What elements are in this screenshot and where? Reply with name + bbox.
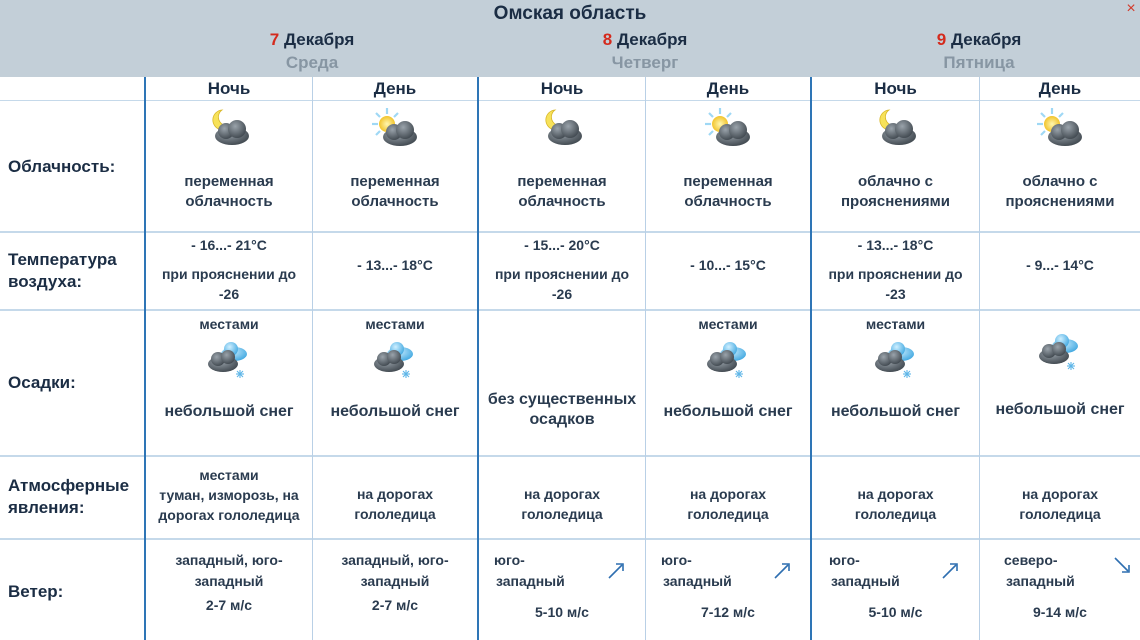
day-month: Декабря: [283, 30, 355, 49]
atmospheric-line: гололедица: [354, 506, 436, 522]
temperature-note: при прояснении до: [494, 266, 630, 282]
region-title: Омская область: [493, 3, 647, 24]
day-number: 7: [269, 30, 280, 49]
day-month: Декабря: [616, 30, 688, 49]
day-month: Декабря: [950, 30, 1022, 49]
atmospheric-line: на дорогах: [857, 486, 934, 502]
cloudiness-line: облачность: [185, 193, 273, 210]
wind-direction: западный: [194, 573, 264, 589]
wind-direction: западный, юго-: [175, 552, 283, 568]
cloudiness-line: облачность: [684, 193, 772, 210]
period-label: День: [706, 79, 750, 98]
wind-speed: 9-14 м/с: [1033, 604, 1087, 620]
wind-direction: юго-: [829, 552, 860, 568]
cloudiness-line: прояснениями: [1005, 193, 1115, 210]
precipitation-text: без существенных: [487, 391, 637, 408]
atmospheric-line: гололедица: [687, 506, 769, 522]
wind-direction: северо-: [1004, 552, 1058, 568]
wind-speed: 2-7 м/с: [371, 597, 419, 613]
precipitation-cell: [980, 330, 1140, 420]
atmospheric-cell: [646, 484, 810, 524]
moon-cloud-icon: [871, 106, 921, 150]
moon-cloud-icon: [204, 106, 254, 150]
cloudiness-cell: [812, 106, 979, 212]
cloudiness-line: переменная: [350, 173, 440, 190]
precipitation-cell: [313, 314, 477, 422]
label-line: воздуха:: [8, 272, 83, 291]
arrow-northeast-icon: [772, 561, 792, 581]
period-label: Ночь: [207, 79, 251, 98]
label-line: Атмосферные: [8, 476, 130, 495]
temperature-range: - 16...- 21°C: [191, 237, 267, 253]
wind-direction: западный: [663, 573, 732, 589]
wind-direction: западный: [831, 573, 900, 589]
temperature-range: - 9...- 14°C: [1026, 257, 1094, 273]
precipitation-text: небольшой снег: [995, 401, 1125, 418]
precipitation-text: небольшой снег: [330, 403, 460, 420]
label-line: явления:: [8, 498, 85, 517]
sun-cloud-icon: [1035, 106, 1085, 150]
period-label: Ночь: [874, 79, 917, 98]
precipitation-qualifier: местами: [365, 316, 425, 332]
wind-direction: западный: [1006, 573, 1075, 589]
row-label-cloudiness: Облачность:: [8, 157, 116, 176]
wind-cell: [146, 550, 312, 616]
snow-cloud-icon: [703, 338, 753, 382]
temperature-note: при прояснении до: [828, 266, 963, 282]
cloudiness-line: облачность: [518, 193, 606, 210]
wind-speed: 2-7 м/с: [205, 597, 253, 613]
precipitation-qualifier: местами: [865, 316, 926, 332]
atmospheric-cell: [313, 484, 477, 524]
wind-direction: западный: [360, 573, 430, 589]
cloudiness-cell: [479, 106, 645, 212]
day-number: 8: [602, 30, 613, 49]
precipitation-cell: [812, 314, 979, 422]
precipitation-cell: [646, 314, 810, 422]
cloudiness-cell: [980, 106, 1140, 212]
temperature-cell: [313, 255, 477, 275]
precipitation-text: небольшой снег: [830, 403, 961, 420]
cloudiness-line: переменная: [683, 173, 773, 190]
precipitation-text: небольшой снег: [164, 403, 294, 420]
row-label-temperature: [8, 249, 146, 293]
wind-direction-block: [1004, 550, 1114, 592]
cloudiness-line: прояснениями: [840, 193, 951, 210]
cloudiness-line: переменная: [184, 173, 274, 190]
wind-direction-block: [661, 550, 771, 592]
moon-cloud-icon: [537, 106, 587, 150]
cloudiness-cell: [646, 106, 810, 212]
row-label-precipitation: Осадки:: [8, 373, 76, 392]
temperature-cell: [479, 235, 645, 304]
snow-cloud-icon: [204, 338, 254, 382]
snow-cloud-icon: [370, 338, 420, 382]
row-label-atmospheric: [8, 475, 146, 519]
atmospheric-line: туман, изморозь, на: [159, 487, 299, 503]
period-label: День: [1038, 79, 1082, 98]
temperature-note: -26: [551, 286, 573, 302]
atmospheric-line: гололедица: [521, 506, 603, 522]
cloudiness-line: облачно с: [858, 173, 933, 190]
wind-speed: 5-10 м/с: [535, 604, 589, 620]
wind-cell: [313, 550, 477, 616]
wind-direction: западный, юго-: [341, 552, 449, 568]
atmospheric-line: на дорогах: [356, 486, 434, 502]
arrow-southeast-icon: [1112, 555, 1132, 575]
day-header-1: [145, 29, 479, 75]
temperature-cell: [980, 255, 1140, 275]
atmospheric-cell: [980, 484, 1140, 524]
day-header-3: [812, 29, 1140, 75]
atmospheric-line: дорогах гололедица: [158, 507, 300, 523]
temperature-cell: [646, 255, 810, 275]
temperature-range: - 13...- 18°C: [357, 257, 433, 273]
label-line: Температура: [8, 250, 117, 269]
close-icon[interactable]: ×: [1126, 0, 1136, 17]
day-number: 9: [936, 30, 947, 49]
atmospheric-line: гололедица: [854, 506, 937, 522]
atmospheric-line: гололедица: [1019, 506, 1101, 522]
wind-direction: юго-: [661, 552, 692, 568]
cloudiness-line: облачность: [351, 193, 439, 210]
day-weekday: Четверг: [611, 53, 679, 72]
precipitation-cell: [146, 314, 312, 422]
sun-cloud-icon: [370, 106, 420, 150]
temperature-note: при прояснении до: [161, 266, 297, 282]
atmospheric-line: на дорогах: [523, 486, 601, 502]
cloudiness-line: переменная: [517, 173, 607, 190]
precipitation-cell: [479, 390, 645, 430]
precipitation-qualifier: местами: [698, 316, 758, 332]
atmospheric-cell: [812, 484, 979, 524]
cloudiness-cell: [313, 106, 477, 212]
wind-direction-block: [494, 550, 604, 592]
wind-direction: западный: [496, 573, 565, 589]
temperature-range: - 13...- 18°C: [857, 237, 934, 253]
row-divider: [0, 231, 1140, 233]
sun-cloud-icon: [703, 106, 753, 150]
temperature-note: -26: [218, 286, 240, 302]
wind-speed: 7-12 м/с: [701, 604, 755, 620]
cloudiness-line: облачно с: [1022, 173, 1098, 190]
precipitation-qualifier: местами: [199, 316, 259, 332]
atmospheric-cell: [146, 465, 312, 525]
row-divider: [0, 538, 1140, 540]
atmospheric-line: на дорогах: [1021, 486, 1099, 502]
cloudiness-cell: [146, 106, 312, 212]
day-weekday: Пятница: [943, 53, 1015, 72]
period-label: Ночь: [540, 79, 584, 98]
wind-direction-block: [829, 550, 939, 592]
precipitation-text: небольшой снег: [663, 403, 793, 420]
temperature-cell: [146, 235, 312, 304]
temperature-range: - 15...- 20°C: [524, 237, 600, 253]
snow-cloud-icon: [1035, 330, 1085, 374]
temperature-cell: [812, 235, 979, 304]
atmospheric-cell: [479, 484, 645, 524]
row-divider: [0, 455, 1140, 457]
snow-cloud-icon: [871, 338, 921, 382]
arrow-northeast-icon: [606, 561, 626, 581]
day-header-2: [478, 29, 812, 75]
arrow-northeast-icon: [940, 561, 960, 581]
wind-direction: юго-: [494, 552, 525, 568]
row-label-wind: Ветер:: [8, 582, 64, 601]
temperature-note: -23: [885, 286, 906, 302]
precipitation-text: осадков: [529, 411, 595, 428]
temperature-range: - 10...- 15°C: [690, 257, 766, 273]
atmospheric-line: местами: [199, 467, 259, 483]
wind-speed: 5-10 м/с: [868, 604, 923, 620]
atmospheric-line: на дорогах: [689, 486, 767, 502]
period-label: День: [373, 79, 417, 98]
day-weekday: Среда: [285, 53, 339, 72]
row-divider: [0, 309, 1140, 311]
